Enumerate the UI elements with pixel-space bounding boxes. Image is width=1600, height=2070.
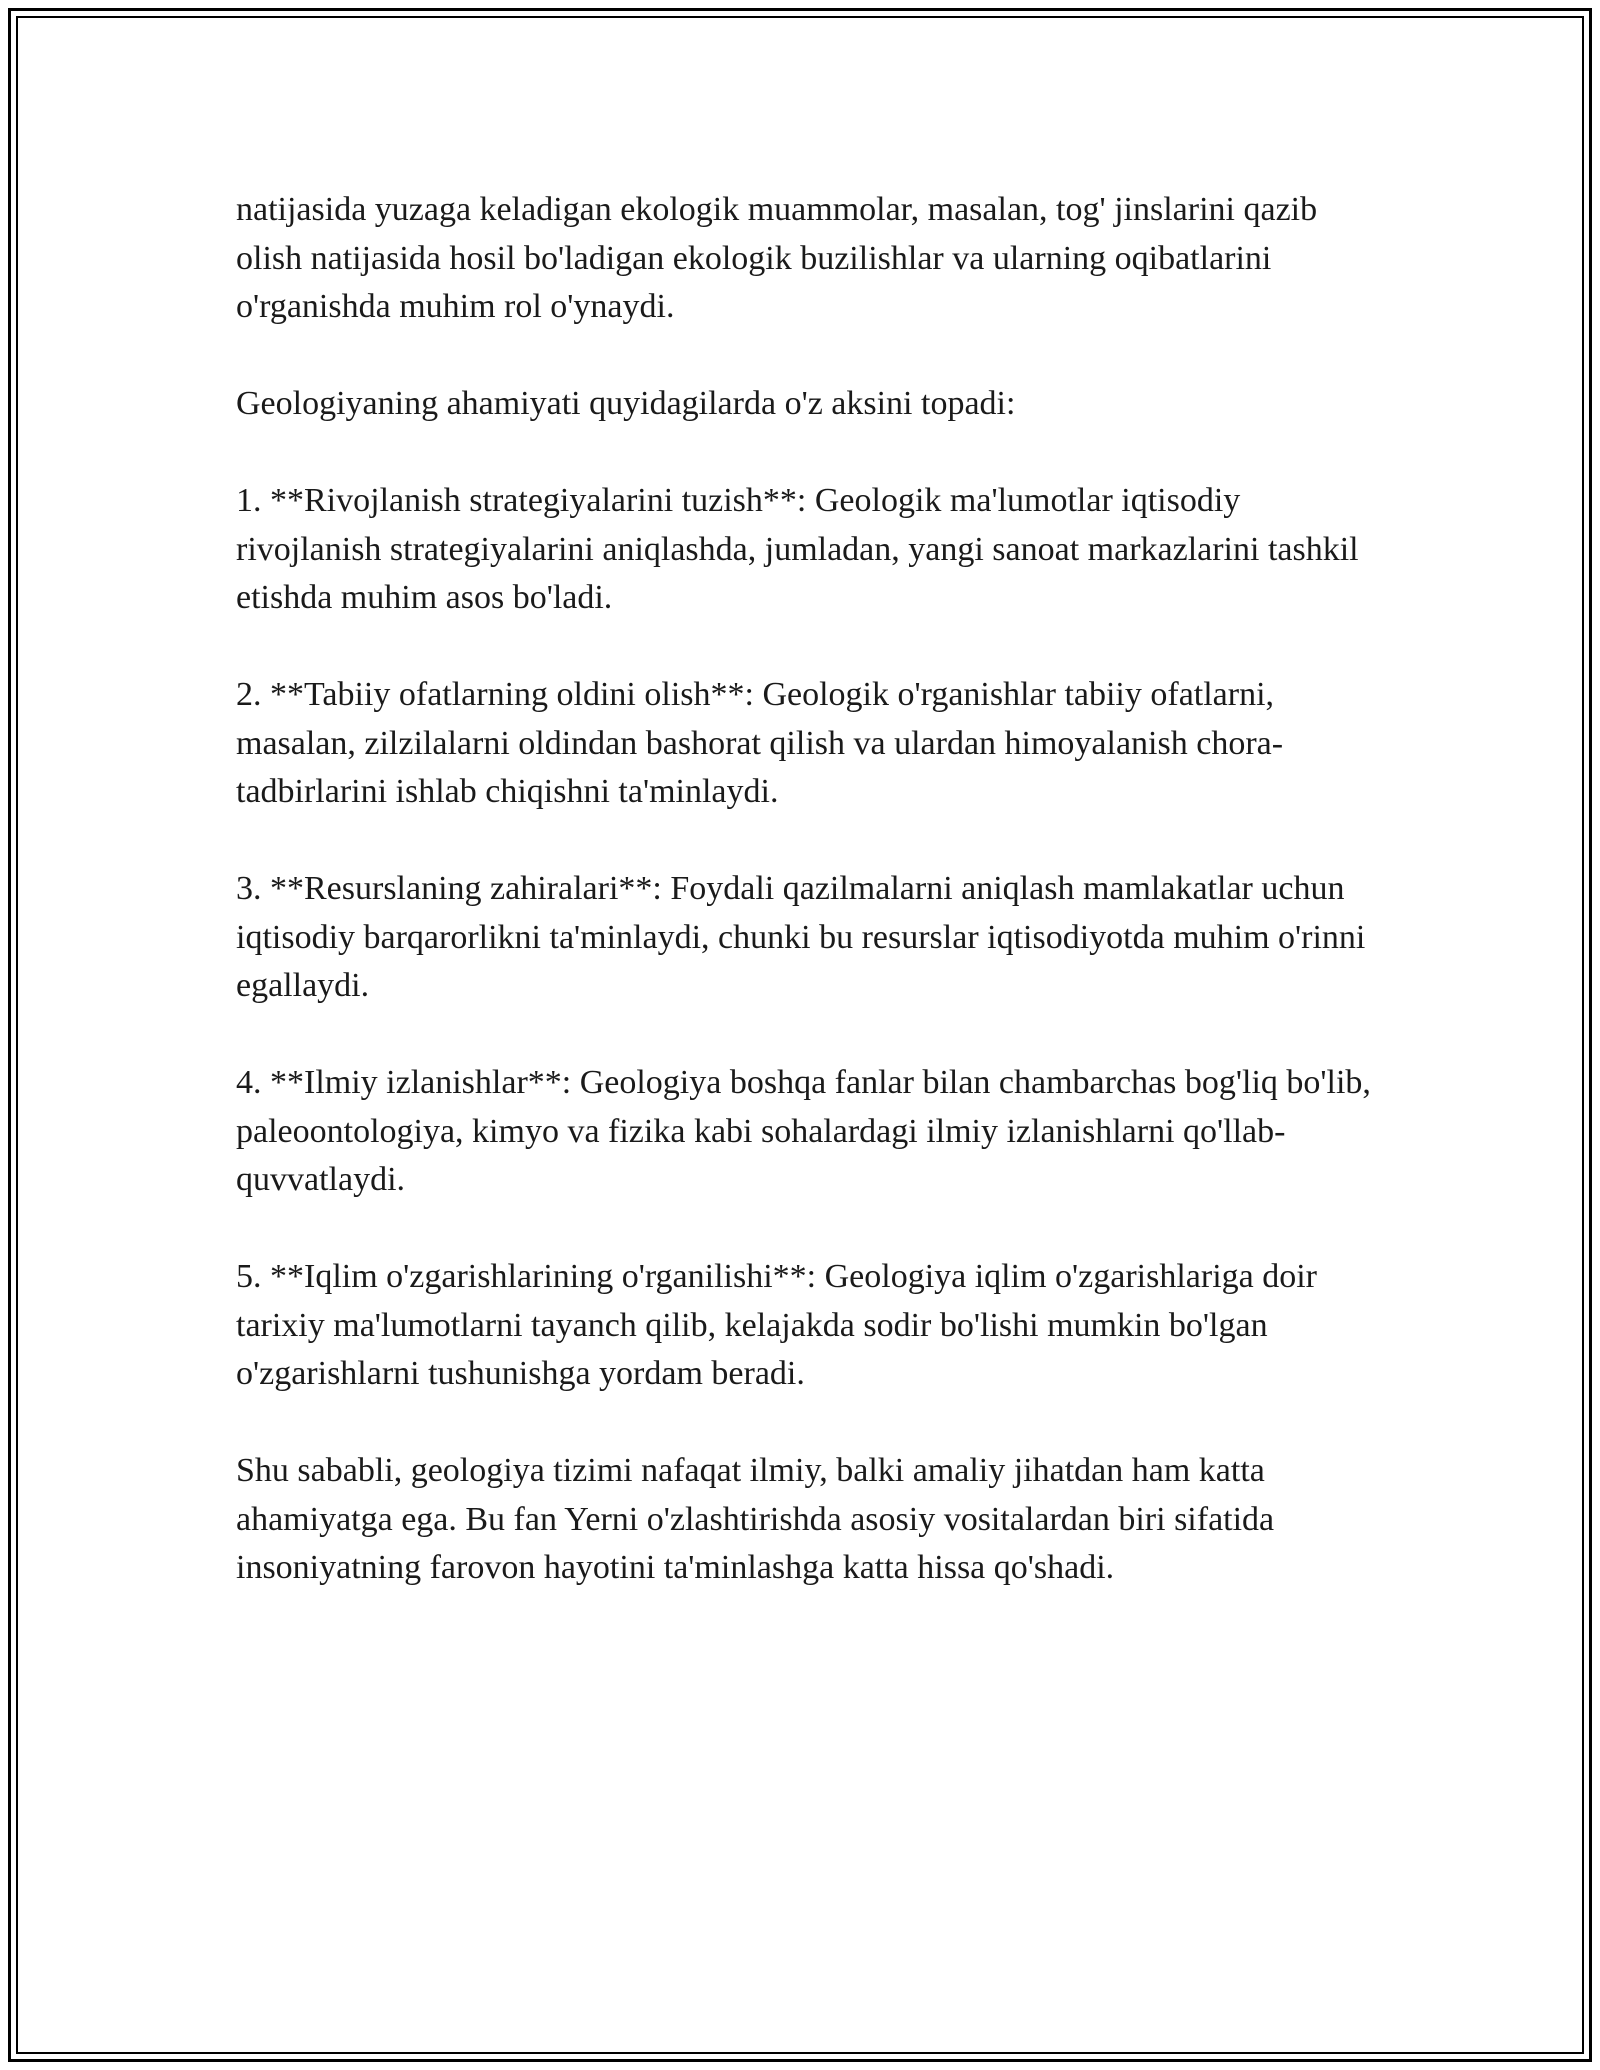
paragraph-conclusion: Shu sababli, geologiya tizimi nafaqat ilmiy, balki amaliy jihatdan ham katta ahamiyatga ega. Bu fan Yerni o'zlashtirishda asosiy vositalardan biri sifatida insoniyatning farovon hayotini ta'minlashga katta hissa qo'shadi. [236,1452,1275,1586]
list-item-development-strategies: 1. **Rivojlanish strategiyalarini tuzish**: Geologik ma'lumotlar iqtisodiy rivojlanish strategiyalarini aniqlashda, jumladan, yangi sanoat markazlarini tashkil etishda muhim asos bo'ladi. [236,482,1359,616]
paragraph-intro-continuation: natijasida yuzaga keladigan ekologik muammolar, masalan, tog' jinslarini qazib olish natijasida hosil bo'ladigan ekologik buzilishlar va ularning oqibatlarini o'rganishda muhim rol o'ynaydi. [236,191,1318,325]
paragraph-importance-lead: Geologiyaning ahamiyati quyidagilarda o'z aksini topadi: [236,385,1016,422]
list-item-scientific-research: 4. **Ilmiy izlanishlar**: Geologiya boshqa fanlar bilan chambarchas bog'liq bo'lib, paleoontologiya, kimyo va fizika kabi sohalardagi ilmiy izlanishlarni qo'llab-quvvatlaydi. [236,1064,1371,1198]
list-item-climate-change-study: 5. **Iqlim o'zgarishlarining o'rganilishi**: Geologiya iqlim o'zgarishlariga doir tarixiy ma'lumotlarni tayanch qilib, kelajakda sodir bo'lishi mumkin bo'lgan o'zgarishlarni tushunishga yordam beradi. [236,1258,1317,1392]
list-item-disaster-prevention: 2. **Tabiiy ofatlarning oldini olish**: Geologik o'rganishlar tabiiy ofatlarni, masalan, zilzilalarni oldindan bashorat qilish va ulardan himoyalanish chora-tadbirlarini ishlab chiqishni ta'minlaydi. [236,676,1284,810]
list-item-resource-reserves: 3. **Resurslaning zahiralari**: Foydali qazilmalarni aniqlash mamlakatlar uchun iqtisodiy barqarorlikni ta'minlaydi, chunki bu resurslar iqtisodiyotda muhim o'rinni egallaydi. [236,870,1366,1004]
document-body [236,186,1386,1593]
